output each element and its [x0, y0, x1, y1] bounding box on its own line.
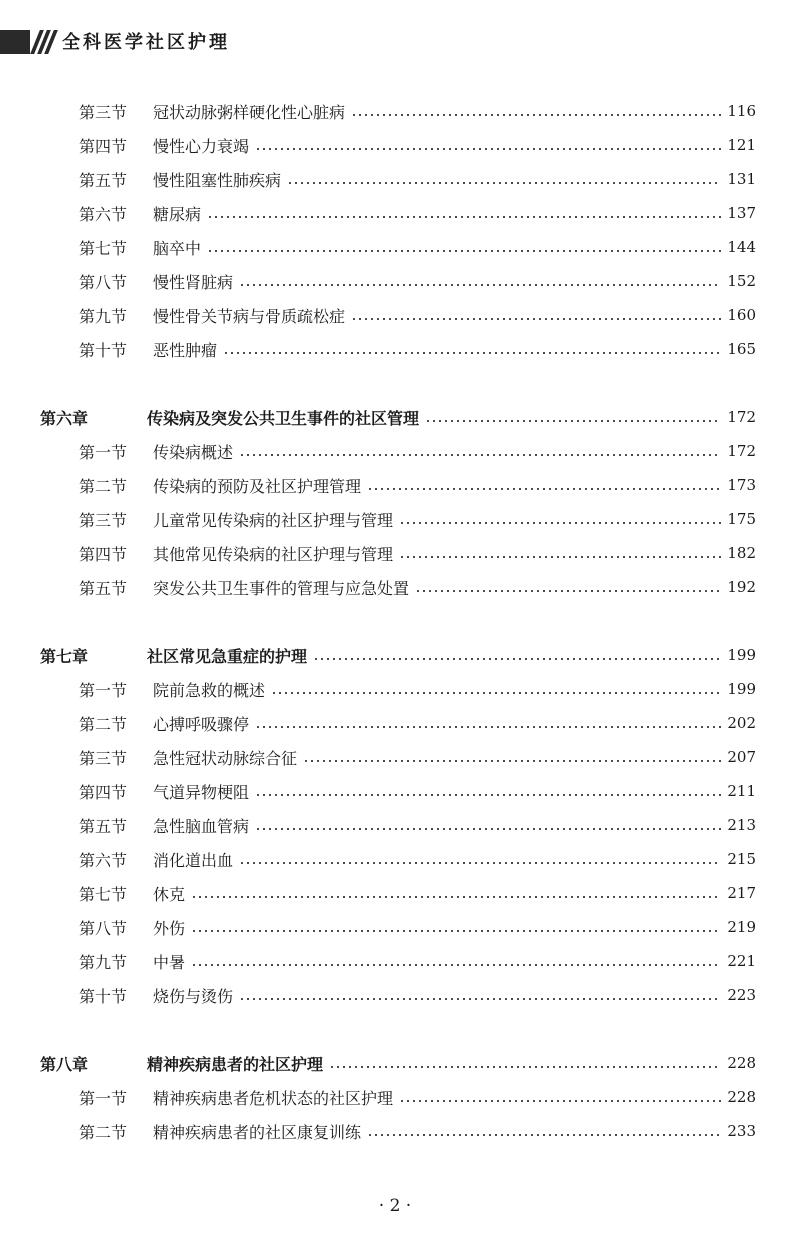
- dot-leader: [415, 579, 721, 595]
- dot-leader: [239, 273, 721, 289]
- page-ref: 221: [727, 952, 756, 970]
- section-title: 突发公共卫生事件的管理与应急处置: [153, 578, 410, 598]
- dot-leader: [303, 749, 721, 765]
- book-title: 全科医学社区护理: [62, 32, 230, 53]
- running-header: [0, 28, 790, 58]
- dot-leader: [191, 885, 721, 901]
- page-ref: 228: [727, 1088, 756, 1106]
- dot-leader: [255, 715, 721, 731]
- section-number: 第七节: [79, 238, 128, 258]
- dot-leader: [351, 307, 721, 323]
- toc-chapter-block: [0, 400, 790, 604]
- page-ref: 173: [727, 476, 756, 494]
- toc-section-entry: [0, 468, 790, 502]
- section-title: 冠状动脉粥样硬化性心脏病: [153, 102, 346, 122]
- dot-leader: [313, 647, 721, 663]
- section-number: 第五节: [79, 578, 128, 598]
- toc-section-entry: [0, 1114, 790, 1148]
- page-ref: 202: [727, 714, 756, 732]
- toc-section-entry: [0, 298, 790, 332]
- section-title: 儿童常见传染病的社区护理与管理: [153, 510, 394, 530]
- page-ref: 182: [727, 544, 756, 562]
- section-title: 中暑: [153, 952, 186, 972]
- section-number: 第十节: [79, 986, 128, 1006]
- section-title: 慢性心力衰竭: [153, 136, 250, 156]
- page-ref: 219: [727, 918, 756, 936]
- section-number: 第四节: [79, 544, 128, 564]
- dot-leader: [367, 1123, 721, 1139]
- section-number: 第二节: [79, 1122, 128, 1142]
- section-number: 第六节: [79, 204, 128, 224]
- toc-section-entry: [0, 94, 790, 128]
- toc-section-entry: [0, 876, 790, 910]
- toc-section-entry: [0, 230, 790, 264]
- toc-section-entry: [0, 332, 790, 366]
- page-ref: 217: [727, 884, 756, 902]
- toc-section-entry: [0, 196, 790, 230]
- section-title: 精神疾病患者危机状态的社区护理: [153, 1088, 394, 1108]
- section-number: 第三节: [79, 748, 128, 768]
- section-title: 慢性肾脏病: [153, 272, 234, 292]
- section-number: 第五节: [79, 170, 128, 190]
- toc-section-entry: [0, 774, 790, 808]
- chapter-number: 第六章: [40, 408, 89, 428]
- toc-section-entry: [0, 434, 790, 468]
- dot-leader: [207, 239, 721, 255]
- page-ref: 213: [727, 816, 756, 834]
- toc-section-entry: [0, 128, 790, 162]
- section-number: 第八节: [79, 918, 128, 938]
- toc-section-entry: [0, 978, 790, 1012]
- dot-leader: [287, 171, 721, 187]
- dot-leader: [399, 1089, 721, 1105]
- page-ref: 192: [727, 578, 756, 596]
- dot-leader: [367, 477, 721, 493]
- section-number: 第一节: [79, 680, 128, 700]
- section-number: 第四节: [79, 782, 128, 802]
- page-ref: 137: [727, 204, 756, 222]
- table-of-contents: [0, 94, 790, 1182]
- header-bar-decoration: [0, 30, 30, 54]
- toc-section-entry: [0, 536, 790, 570]
- toc-section-entry: [0, 264, 790, 298]
- section-number: 第一节: [79, 1088, 128, 1108]
- section-number: 第三节: [79, 510, 128, 530]
- section-title: 传染病的预防及社区护理管理: [153, 476, 362, 496]
- section-number: 第七节: [79, 884, 128, 904]
- section-title: 恶性肿瘤: [153, 340, 218, 360]
- section-title: 烧伤与烫伤: [153, 986, 234, 1006]
- toc-section-entry: [0, 162, 790, 196]
- page-ref: 165: [727, 340, 756, 358]
- chapter-number: 第八章: [40, 1054, 89, 1074]
- toc-chapter-block: [0, 1046, 790, 1148]
- dot-leader: [271, 681, 721, 697]
- page-number: · 2 ·: [378, 1196, 412, 1216]
- page-ref: 233: [727, 1122, 756, 1140]
- toc-section-entry: [0, 910, 790, 944]
- toc-chapter-block: [0, 94, 790, 366]
- section-number: 第五节: [79, 816, 128, 836]
- page-ref: 175: [727, 510, 756, 528]
- dot-leader: [223, 341, 721, 357]
- page-ref: 228: [727, 1054, 756, 1072]
- toc-section-entry: [0, 808, 790, 842]
- page-ref: 160: [727, 306, 756, 324]
- page-ref: 215: [727, 850, 756, 868]
- toc-chapter-entry: [0, 638, 790, 672]
- dot-leader: [329, 1055, 721, 1071]
- dot-leader: [239, 443, 721, 459]
- dot-leader: [425, 409, 721, 425]
- section-title: 急性脑血管病: [153, 816, 250, 836]
- section-title: 气道异物梗阻: [153, 782, 250, 802]
- toc-chapter-block: [0, 638, 790, 1012]
- page-ref: 144: [727, 238, 756, 256]
- section-number: 第九节: [79, 306, 128, 326]
- section-title: 精神疾病患者的社区康复训练: [153, 1122, 362, 1142]
- page-ref: 223: [727, 986, 756, 1004]
- dot-leader: [191, 953, 721, 969]
- dot-leader: [351, 103, 721, 119]
- page-ref: 172: [727, 408, 756, 426]
- section-number: 第三节: [79, 102, 128, 122]
- dot-leader: [399, 511, 721, 527]
- page-ref: 131: [727, 170, 756, 188]
- dot-leader: [191, 919, 721, 935]
- dot-leader: [239, 987, 721, 1003]
- section-title: 院前急救的概述: [153, 680, 266, 700]
- section-number: 第九节: [79, 952, 128, 972]
- toc-chapter-entry: [0, 1046, 790, 1080]
- dot-leader: [399, 545, 721, 561]
- dot-leader: [255, 137, 721, 153]
- dot-leader: [207, 205, 721, 221]
- section-number: 第六节: [79, 850, 128, 870]
- toc-section-entry: [0, 1080, 790, 1114]
- page-ref: 199: [727, 646, 756, 664]
- section-title: 外伤: [153, 918, 186, 938]
- page-ref: 207: [727, 748, 756, 766]
- section-title: 急性冠状动脉综合征: [153, 748, 298, 768]
- section-title: 脑卒中: [153, 238, 202, 258]
- section-title: 心搏呼吸骤停: [153, 714, 250, 734]
- section-title: 消化道出血: [153, 850, 234, 870]
- section-title: 糖尿病: [153, 204, 202, 224]
- page-ref: 116: [727, 102, 756, 120]
- chapter-title: 传染病及突发公共卫生事件的社区管理: [147, 408, 420, 428]
- chapter-title: 精神疾病患者的社区护理: [147, 1054, 324, 1074]
- toc-section-entry: [0, 740, 790, 774]
- section-title: 休克: [153, 884, 186, 904]
- page-ref: 211: [727, 782, 756, 800]
- section-title: 其他常见传染病的社区护理与管理: [153, 544, 394, 564]
- section-title: 慢性骨关节病与骨质疏松症: [153, 306, 346, 326]
- toc-section-entry: [0, 570, 790, 604]
- toc-section-entry: [0, 842, 790, 876]
- page-ref: 199: [727, 680, 756, 698]
- section-number: 第四节: [79, 136, 128, 156]
- section-title: 传染病概述: [153, 442, 234, 462]
- page-ref: 172: [727, 442, 756, 460]
- toc-chapter-entry: [0, 400, 790, 434]
- toc-section-entry: [0, 672, 790, 706]
- toc-section-entry: [0, 706, 790, 740]
- section-number: 第二节: [79, 476, 128, 496]
- toc-section-entry: [0, 502, 790, 536]
- section-number: 第八节: [79, 272, 128, 292]
- section-number: 第一节: [79, 442, 128, 462]
- chapter-title: 社区常见急重症的护理: [147, 646, 308, 666]
- dot-leader: [255, 817, 721, 833]
- section-title: 慢性阻塞性肺疾病: [153, 170, 282, 190]
- dot-leader: [239, 851, 721, 867]
- chapter-number: 第七章: [40, 646, 89, 666]
- page-ref: 152: [727, 272, 756, 290]
- dot-leader: [255, 783, 721, 799]
- section-number: 第二节: [79, 714, 128, 734]
- toc-section-entry: [0, 944, 790, 978]
- page-ref: 121: [727, 136, 756, 154]
- section-number: 第十节: [79, 340, 128, 360]
